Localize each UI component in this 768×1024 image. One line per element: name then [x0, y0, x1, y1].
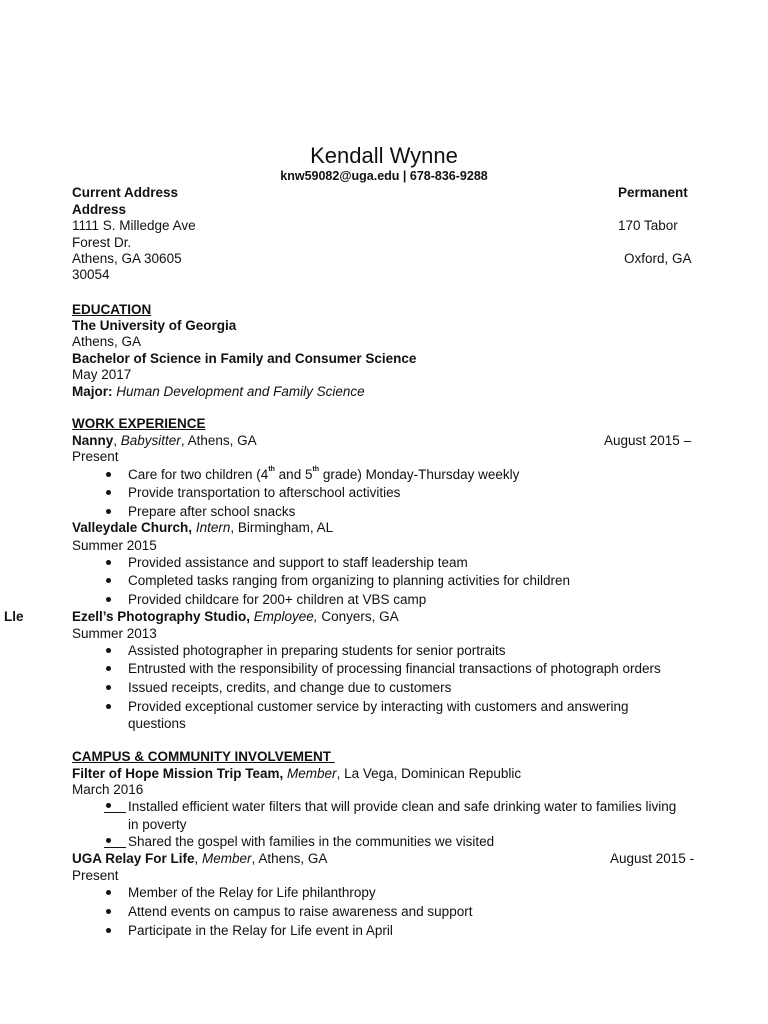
bullet-icon: [106, 490, 111, 495]
permanent-city: Oxford, GA: [624, 251, 692, 266]
job-role: Employee,: [253, 609, 318, 624]
bullet-icon: [106, 560, 111, 565]
permanent-street-cont: Forest Dr.: [72, 235, 132, 250]
bullet-icon: [106, 578, 111, 583]
bullet-text: Provided exceptional customer service by interacting with customers and answering: [128, 699, 629, 714]
activity-title: UGA Relay For Life: [72, 851, 195, 866]
bullet-icon: [106, 803, 111, 808]
job-place: Conyers, GA: [317, 609, 399, 624]
job-title: Valleydale Church,: [72, 520, 193, 535]
job-role: Babysitter: [120, 433, 181, 448]
candidate-name: Kendall Wynne: [310, 143, 458, 168]
activity-header: [72, 850, 327, 867]
job-header: [72, 608, 399, 625]
contact-line: knw59082@uga.edu | 678-836-9288: [280, 169, 488, 183]
bullet-icon: [106, 597, 111, 602]
job-place: , Birmingham, AL: [230, 520, 334, 535]
campus-heading: CAMPUS & COMMUNITY INVOLVEMENT: [72, 749, 335, 764]
major-label: Major:: [72, 384, 113, 399]
school-location: Athens, GA: [72, 334, 142, 349]
bullet-text: Installed efficient water filters that will provide clean and safe drinking water to families living: [128, 799, 677, 814]
bullet-icon: [106, 838, 111, 843]
bullet-icon: [106, 648, 111, 653]
activity-place: , La Vega, Dominican Republic: [336, 766, 522, 781]
bullet-text-cont: in poverty: [128, 817, 187, 832]
bullet-text: Participate in the Relay for Life event in April: [128, 923, 393, 938]
permanent-zip: 30054: [72, 267, 110, 282]
job-role: Intern: [195, 520, 231, 535]
bullet-icon: [106, 909, 111, 914]
work-heading: WORK EXPERIENCE: [72, 416, 206, 431]
bullet-icon: [106, 509, 111, 514]
bullet-icon: [106, 704, 111, 709]
bullet-icon: [106, 472, 111, 477]
degree: Bachelor of Science in Family and Consumer Science: [72, 351, 417, 366]
bullet-icon: [106, 685, 111, 690]
activity-role: Member: [202, 851, 252, 866]
bullet-icon: [106, 928, 111, 933]
major-value: Human Development and Family Science: [116, 384, 365, 399]
current-street: 1111 S. Milledge Ave: [72, 218, 196, 233]
current-address-label: Current Address: [72, 185, 179, 200]
permanent-address-label: Permanent: [618, 185, 688, 200]
activity-header: [72, 765, 521, 782]
bullet-text: Member of the Relay for Life philanthropy: [128, 885, 376, 900]
activity-role: Member: [287, 766, 337, 781]
bullet-text: Completed tasks ranging from organizing to planning activities for children: [128, 573, 570, 588]
bullet-text: Assisted photographer in preparing students for senior portraits: [128, 643, 506, 658]
permanent-address-label-cont: Address: [72, 202, 127, 217]
activity-date-cont: March 2016: [72, 782, 144, 797]
bullet-text: Issued receipts, credits, and change due to customers: [128, 680, 452, 695]
job-title: Nanny: [72, 433, 114, 448]
job-date-cont: Present: [72, 449, 119, 464]
ordinal-suffix: th: [312, 466, 320, 473]
bullet-text: Care for two children (4: [128, 467, 269, 482]
job-date: August 2015 –: [604, 433, 692, 448]
activity-title: Filter of Hope Mission Trip Team,: [72, 766, 284, 781]
bullet-text: Provided assistance and support to staff leadership team: [128, 555, 468, 570]
job-place: , Athens, GA: [180, 433, 257, 448]
job-title: Ezell’s Photography Studio,: [72, 609, 251, 624]
job-header: Nanny, Babysitter, Athens, GA: [72, 433, 257, 448]
activity-place: , Athens, GA: [251, 851, 328, 866]
education-heading: EDUCATION: [72, 302, 152, 317]
job-header: [72, 519, 333, 536]
bullet-text-cont: questions: [128, 716, 186, 731]
major-line: [72, 383, 365, 400]
job-date-cont: Summer 2015: [72, 538, 157, 553]
activity-date-cont: Present: [72, 868, 119, 883]
graduation-date: May 2017: [72, 367, 132, 382]
activity-sep: ,: [194, 851, 203, 866]
bullet-text-mid: and 5: [274, 467, 313, 482]
bullet-icon: [106, 890, 111, 895]
bullet-text: Provided childcare for 200+ children at VBS camp: [128, 592, 427, 607]
activity-date: August 2015 -: [610, 851, 695, 866]
ordinal-suffix: th: [268, 466, 275, 473]
bullet-text: Prepare after school snacks: [128, 504, 296, 519]
current-city: Athens, GA 30605: [72, 251, 182, 266]
bullet-text: Shared the gospel with families in the communities we visited: [128, 834, 495, 849]
bullet-text-end: grade) Monday-Thursday weekly: [319, 467, 520, 482]
bullet-icon: [106, 666, 111, 671]
bullet-underline: [104, 798, 126, 813]
bullet-text: Entrusted with the responsibility of processing financial transactions of photograph orders: [128, 661, 661, 676]
school-name: The University of Georgia: [72, 318, 237, 333]
permanent-street: 170 Tabor: [618, 218, 678, 233]
bullet-underline: [104, 833, 126, 848]
margin-mark: Lle: [4, 609, 24, 624]
bullet-text: Provide transportation to afterschool activities: [128, 485, 401, 500]
bullet-text: Attend events on campus to raise awareness and support: [128, 904, 473, 919]
job-date-cont: Summer 2013: [72, 626, 157, 641]
